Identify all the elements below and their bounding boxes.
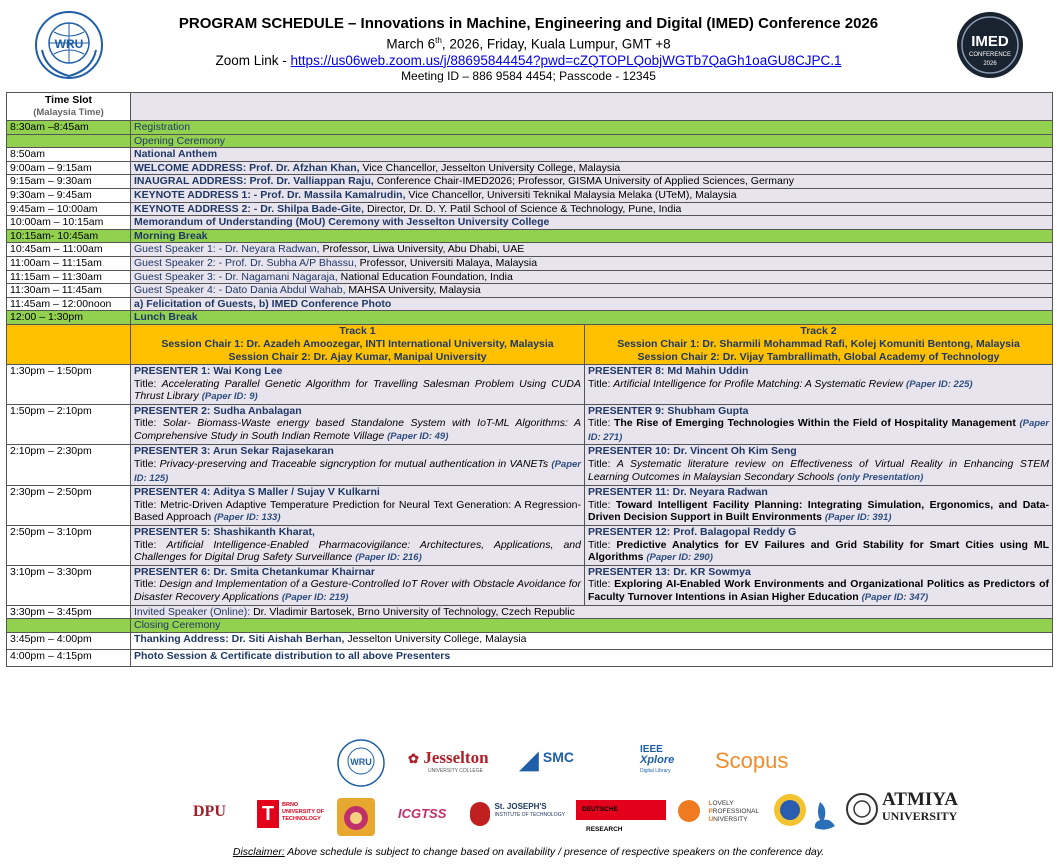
- speaker-affiliation: MAHSA University, Malaysia: [345, 284, 481, 297]
- table-row: [7, 134, 1053, 148]
- paper-id: (Paper ID: 216): [355, 552, 422, 564]
- table-row: [7, 632, 1053, 649]
- presenter-name: PRESENTER 8: Md Mahin Uddin: [588, 364, 749, 377]
- presenter-name: PRESENTER 13: Dr. KR Sowmya: [588, 565, 751, 578]
- time-cell: [7, 284, 131, 298]
- title-label: Title:: [588, 417, 614, 430]
- speaker-role: Invited Speaker (Online):: [134, 605, 251, 618]
- event-text: Memorandum of Understanding (MoU) Ceremony with Jesselton University College: [134, 216, 550, 229]
- paper-id: (Paper ID: 290): [646, 552, 713, 564]
- table-row: [7, 175, 1053, 189]
- time-cell: [7, 404, 131, 445]
- speaker-affiliation: Dr. Vladimir Bartosek, Brno University of Technology, Czech Republic: [250, 605, 575, 618]
- atmiya-logo: ATMIYA UNIVERSITY: [882, 789, 959, 823]
- session-chair-2: Session Chair 2: Dr. Vijay Tambrallimath, Global Academy of Technology: [637, 350, 1000, 363]
- table-row: [7, 311, 1053, 325]
- jesselton-logo: ✿ Jesselton UNIVERSITY COLLEGE: [408, 748, 489, 774]
- time-cell: [7, 270, 131, 284]
- event-cell: [131, 270, 1053, 284]
- title-label: Title:: [134, 417, 163, 430]
- table-row: [7, 161, 1053, 175]
- event-cell: [131, 311, 1053, 325]
- event-cell: [131, 619, 1053, 633]
- table-row: [7, 619, 1053, 633]
- title-label: Title:: [134, 498, 161, 511]
- presenter-name: PRESENTER 12: Prof. Balagopal Reddy G: [588, 526, 797, 539]
- deutsche-research-logo: DEUTSCHE RESEARCH: [576, 800, 666, 820]
- wru-logo-small: [336, 738, 386, 788]
- event-cell: [131, 121, 1053, 135]
- time-cell: [7, 243, 131, 257]
- smc-logo: ◢ SMC: [520, 747, 575, 774]
- time-cell: [7, 188, 131, 202]
- presentation-cell: [585, 486, 1053, 526]
- time-cell: [7, 526, 131, 566]
- brno-logo: T BRNO UNIVERSITY OF TECHNOLOGY: [257, 800, 327, 828]
- table-row: [7, 202, 1053, 216]
- time-value: 4:00pm – 4:15pm: [10, 649, 92, 662]
- speaker-role: KEYNOTE ADDRESS 2: - Dr. Shilpa Bade-Gite,: [134, 202, 365, 215]
- session-chair-2: Session Chair 2: Dr. Ajay Kumar, Manipal University: [228, 350, 487, 363]
- imed-logo: [955, 10, 1025, 80]
- zoom-line: Zoom Link - https://us06web.zoom.us/j/88695844454?pwd=cZQTOPLQobjWGTb7QaGh1oaGU8CJPC.1: [215, 52, 842, 68]
- table-row: [7, 229, 1053, 243]
- event-text: Lunch Break: [134, 311, 198, 324]
- time-cell: [7, 619, 131, 633]
- title-label: Title:: [588, 498, 616, 511]
- time-value: 9:00am – 9:15am: [10, 161, 92, 174]
- presentation-cell: [585, 404, 1053, 445]
- event-cell: [131, 243, 1053, 257]
- table-row: [7, 148, 1053, 162]
- presentation-cell: [131, 486, 585, 526]
- speaker-role: Guest Speaker 3: - Dr. Nagamani Nagaraja,: [134, 270, 338, 283]
- time-cell: [7, 649, 131, 666]
- presentation-cell: [131, 526, 585, 566]
- table-row: [7, 243, 1053, 257]
- event-cell: [131, 161, 1053, 175]
- table-row: [7, 284, 1053, 298]
- event-text: a) Felicitation of Guests, b) IMED Conference Photo: [134, 297, 392, 310]
- dpu-logo: DPU: [193, 803, 226, 820]
- sponsor-logos: [0, 728, 1057, 838]
- event-cell: [131, 216, 1053, 230]
- speaker-role: Guest Speaker 4: - Dato Dania Abdul Wahab,: [134, 284, 346, 297]
- svg-text:IMED: IMED: [971, 33, 1009, 50]
- paper-title: The Rise of Emerging Technologies Within the Field of Hospitality Management: [613, 417, 1016, 430]
- title-label: Title:: [134, 578, 160, 591]
- presentation-cell: [131, 565, 585, 605]
- event-cell: [131, 256, 1053, 270]
- table-row: [7, 649, 1053, 666]
- wru-logo: [34, 10, 104, 80]
- time-value: 2:10pm – 2:30pm: [10, 445, 92, 458]
- table-row: [7, 605, 1053, 619]
- time-value: 11:30am – 11:45am: [10, 284, 102, 297]
- table-row: [7, 297, 1053, 311]
- paper-id: (only Presentation): [837, 471, 924, 483]
- paper-id: (Paper ID: 125): [134, 459, 581, 484]
- svg-text:2026: 2026: [983, 61, 997, 67]
- event-cell: [131, 188, 1053, 202]
- paper-id: (Paper ID: 219): [281, 592, 349, 603]
- time-slot-header: [7, 93, 131, 121]
- time-cell: [7, 121, 131, 135]
- time-value: 10:15am- 10:45am: [10, 229, 99, 242]
- st-josephs-logo: St. JOSEPH'S INSTITUTE OF TECHNOLOGY: [470, 802, 565, 826]
- paper-title: Artificial Intelligence for Profile Matching: A Systematic Review: [613, 377, 904, 390]
- presenter-name: PRESENTER 1: Wai Kong Lee: [134, 364, 283, 377]
- paper-title: Metric-Driven Adaptive Temperature Prediction for Neural Text Generation: A Regression-Based Approach: [134, 498, 581, 524]
- paper-id: (Paper ID: 271): [588, 418, 1050, 443]
- presentation-cell: [585, 364, 1053, 404]
- table-header-row: [7, 93, 1053, 121]
- speaker-role: Photo Session & Certificate distribution to all above Presenters: [134, 649, 451, 662]
- paper-id: (Paper ID: 225): [906, 378, 973, 390]
- title-label: Title:: [134, 538, 167, 551]
- time-value: 1:30pm – 1:50pm: [10, 364, 92, 377]
- track-name: Track 2: [800, 324, 837, 337]
- paper-id: (Paper ID: 9): [201, 391, 258, 403]
- event-cell: [131, 649, 1053, 666]
- presenter-name: PRESENTER 10: Dr. Vincent Oh Kim Seng: [588, 445, 797, 458]
- presenter-name: PRESENTER 11: Dr. Neyara Radwan: [588, 486, 768, 499]
- table-row: [7, 256, 1053, 270]
- session-row: [7, 526, 1053, 566]
- presenter-name: PRESENTER 5: Shashikanth Kharat,: [134, 526, 315, 539]
- speaker-affiliation: Vice Chancellor, Universiti Teknikal Malaysia Melaka (UTeM), Malaysia: [405, 188, 737, 201]
- time-cell: [7, 486, 131, 526]
- presentation-cell: [585, 526, 1053, 566]
- event-text: Morning Break: [134, 229, 208, 242]
- session-row: [7, 565, 1053, 605]
- time-value: 11:15am – 11:30am: [10, 270, 102, 283]
- time-cell: [7, 445, 131, 486]
- time-cell: [7, 134, 131, 148]
- paper-title: Toward Intelligent Facility Planning: Integrating Simulation, Ergonomics, and Data-Driven Decision Support in Built Environments: [588, 498, 1049, 524]
- time-value: 3:45pm – 4:00pm: [10, 632, 92, 645]
- time-value: 10:45am – 11:00am: [10, 243, 103, 256]
- presentation-cell: [585, 565, 1053, 605]
- paper-title: Exploring AI-Enabled Work Environments and Organizational Politics as Predictors of Faculty Turnover Intentions in Asian Higher Education: [588, 578, 1049, 603]
- icgtss-logo: ICGTSS: [398, 806, 447, 821]
- time-slot-label: Time Slot: [44, 94, 93, 106]
- time-value: 2:30pm – 2:50pm: [10, 486, 92, 499]
- time-cell: [7, 202, 131, 216]
- session-row: [7, 445, 1053, 486]
- ieee-xplore-logo: IEEE Xplore Digital Library: [640, 744, 675, 774]
- time-value: 8:50am: [10, 148, 46, 161]
- lpu-logo: LOVELY PROFESSIONAL UNIVERSITY: [678, 800, 759, 824]
- svg-text:WRU: WRU: [350, 757, 372, 767]
- time-value: 11:45am – 12:00noon: [10, 297, 112, 310]
- time-cell: [7, 175, 131, 189]
- event-text: Closing Ceremony: [134, 619, 221, 632]
- paper-title: Accelerating Parallel Genetic Algorithm for Travelling Salesman Problem Using CUDA Thrust Library: [134, 377, 582, 403]
- zoom-link[interactable]: https://us06web.zoom.us/j/88695844454?pwd=cZQTOPLQobjWGTb7QaGh1oaGU8CJPC.1: [290, 52, 842, 68]
- speaker-role: Guest Speaker 1: - Dr. Neyara Radwan,: [134, 243, 320, 256]
- svg-text:WRU: WRU: [54, 37, 84, 51]
- time-value: 12:00 – 1:30pm: [10, 311, 83, 324]
- event-text: National Anthem: [134, 148, 218, 161]
- time-value: 10:00am – 10:15am: [10, 216, 104, 229]
- presenter-name: PRESENTER 9: Shubham Gupta: [588, 404, 749, 417]
- speaker-affiliation: Vice Chancellor, Jesselton University College, Malaysia: [359, 161, 621, 174]
- paper-title: Design and Implementation of a Gesture-Controlled IoT Rover with Obstacle Avoidance for Disaster Recovery Applications: [134, 578, 581, 603]
- time-value: 2:50pm – 3:10pm: [10, 526, 92, 539]
- meeting-info: Meeting ID – 886 9584 4454; Passcode - 12345: [401, 68, 656, 83]
- event-cell: [131, 632, 1053, 649]
- event-cell: [131, 284, 1053, 298]
- table-row: [7, 270, 1053, 284]
- presenter-name: PRESENTER 6: Dr. Smita Chetankumar Khairnar: [134, 565, 375, 578]
- speaker-affiliation: Conference Chair-IMED2026; Professor, GISMA University of Applied Sciences, Germany: [373, 175, 794, 188]
- title-label: Title:: [134, 458, 160, 471]
- speaker-role: INAUGRAL ADDRESS: Prof. Dr. Valliappan Raju,: [134, 175, 374, 188]
- paper-title: Predictive Analytics for EV Failures and Grid Stability for Smart Cities using ML Algorithms: [588, 538, 1049, 564]
- speaker-role: Guest Speaker 2: - Prof. Dr. Subha A/P Bhassu,: [134, 256, 357, 269]
- track-header-row: [7, 324, 1053, 364]
- time-cell: [7, 297, 131, 311]
- time-cell: [7, 565, 131, 605]
- time-cell: [7, 256, 131, 270]
- speaker-affiliation: National Education Foundation, India: [337, 270, 513, 283]
- event-text: Registration: [134, 121, 191, 133]
- table-row: [7, 216, 1053, 230]
- paper-title: Solar- Biomass-Waste energy based Standalone System with IoT-ML Algorithms: A Comprehensive Study in South Indian Remote Village: [134, 417, 582, 442]
- timezone-label: (Malaysia Time): [33, 107, 104, 118]
- time-value: 9:30am – 9:45am: [10, 188, 92, 201]
- page-title: PROGRAM SCHEDULE – Innovations in Machine, Engineering and Digital (IMED) Conference 2026: [178, 15, 879, 32]
- presentation-cell: [585, 445, 1053, 486]
- time-value: 11:00am – 11:15am: [10, 256, 102, 269]
- time-cell: [7, 148, 131, 162]
- event-cell: [131, 297, 1053, 311]
- atmiya-seal: [845, 792, 879, 826]
- paper-title: A Systematic literature review on Effectiveness of Virtual Reality in Enhancing STEM Learning Outcomes in Malaysian Secondary Schools: [588, 458, 1050, 483]
- time-cell: [7, 605, 131, 619]
- swan-logo: [810, 798, 840, 832]
- event-cell: [131, 134, 1053, 148]
- time-value: 9:45am – 10:00am: [10, 202, 98, 215]
- paper-id: (Paper ID: 133): [213, 512, 281, 524]
- time-cell: [7, 229, 131, 243]
- disclaimer: Disclaimer: Above schedule is subject to change based on availability / presence of respective speakers on the conference day.: [232, 846, 825, 858]
- presenter-name: PRESENTER 4: Aditya S Maller / Sujay V Kulkarni: [134, 486, 380, 499]
- session-row: [7, 364, 1053, 404]
- speaker-affiliation: Jesselton University College, Malaysia: [344, 632, 527, 645]
- speaker-affiliation: Professor, Liwa University, Abu Dhabi, UAE: [319, 243, 525, 256]
- table-row: [7, 121, 1053, 135]
- paper-id: (Paper ID: 347): [861, 592, 929, 603]
- event-cell: [131, 202, 1053, 216]
- presenter-name: PRESENTER 2: Sudha Anbalagan: [134, 404, 302, 417]
- table-row: [7, 188, 1053, 202]
- title-label: Title:: [588, 578, 615, 591]
- presentation-cell: [131, 404, 585, 445]
- speaker-affiliation: Director, Dr. D. Y. Patil School of Science & Technology, Pune, India: [364, 202, 682, 215]
- speaker-role: WELCOME ADDRESS: Prof. Dr. Afzhan Khan,: [134, 161, 360, 174]
- global-academy-logo: [772, 792, 808, 828]
- page-header: [0, 0, 1057, 92]
- event-cell: [131, 229, 1053, 243]
- time-value: 8:30am –8:45am: [10, 121, 89, 133]
- schedule-table: [6, 92, 1053, 667]
- title-label: Title:: [134, 377, 162, 390]
- track-header-2: [585, 324, 1053, 364]
- time-value: 1:50pm – 2:10pm: [10, 404, 92, 417]
- time-cell: [7, 632, 131, 649]
- svg-text:CONFERENCE: CONFERENCE: [968, 52, 1012, 58]
- session-chair-1: Session Chair 1: Dr. Azadeh Amoozegar, INTI International University, Malaysia: [161, 337, 554, 350]
- speaker-affiliation: Professor, Universiti Malaya, Malaysia: [356, 256, 538, 269]
- event-date: March 6th, 2026, Friday, Kuala Lumpur, GMT +8: [386, 36, 671, 52]
- paper-id: (Paper ID: 391): [824, 512, 892, 524]
- session-row: [7, 404, 1053, 445]
- paper-title: Artificial Intelligence-Enabled Pharmacovigilance: Architectures, Applications, and Challenges for Digital Drug Safety Surveillance: [134, 538, 581, 564]
- session-row: [7, 486, 1053, 526]
- speaker-role: Thanking Address: Dr. Siti Aishah Berhan,: [134, 632, 345, 645]
- track-name: Track 1: [339, 324, 376, 337]
- title-label: Title:: [588, 538, 617, 551]
- header-blank: [131, 93, 1053, 121]
- event-cell: [131, 175, 1053, 189]
- university-crest-logo: [333, 794, 379, 840]
- title-label: Title:: [588, 377, 614, 390]
- presentation-cell: [131, 445, 585, 486]
- time-cell: [7, 311, 131, 325]
- time-cell: [7, 216, 131, 230]
- paper-title: Privacy-preserving and Traceable signcryption for mutual authentication in VANETs: [159, 458, 549, 471]
- track-header-1: [131, 324, 585, 364]
- scopus-logo: Scopus: [715, 748, 789, 773]
- time-value: 3:30pm – 3:45pm: [10, 605, 92, 618]
- time-cell: [7, 161, 131, 175]
- paper-id: (Paper ID: 49): [387, 430, 449, 442]
- time-cell: [7, 364, 131, 404]
- presenter-name: PRESENTER 3: Arun Sekar Rajasekaran: [134, 445, 334, 458]
- event-cell: [131, 148, 1053, 162]
- presentation-cell: [131, 364, 585, 404]
- track-time-blank: [7, 324, 131, 364]
- event-text: Opening Ceremony: [134, 134, 226, 147]
- speaker-role: KEYNOTE ADDRESS 1: - Prof. Dr. Massila Kamalrudin,: [134, 188, 406, 201]
- time-value: 3:10pm – 3:30pm: [10, 565, 92, 578]
- event-cell: [131, 605, 1053, 619]
- time-value: 9:15am – 9:30am: [10, 175, 92, 188]
- title-label: Title:: [588, 458, 617, 471]
- session-chair-1: Session Chair 1: Dr. Sharmili Mohammad Rafi, Kolej Komuniti Bentong, Malaysia: [617, 337, 1020, 350]
